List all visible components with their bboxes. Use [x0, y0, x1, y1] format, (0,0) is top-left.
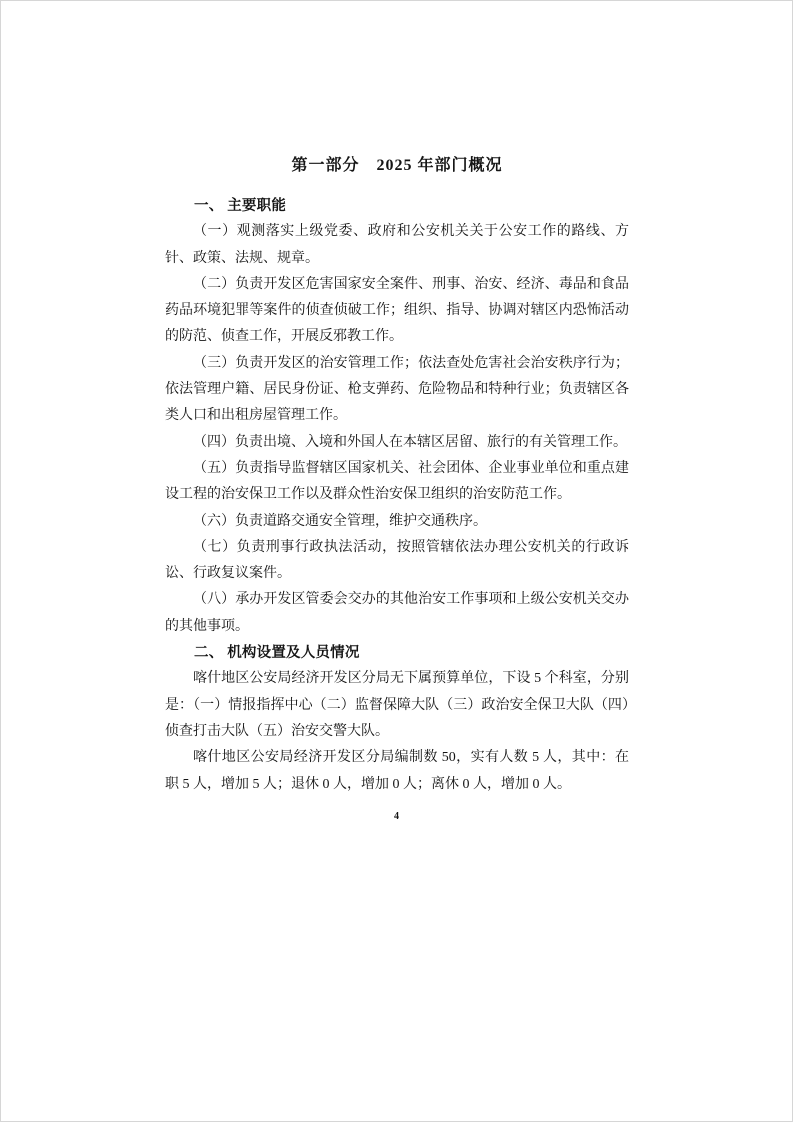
paragraph: （三）负责开发区的治安管理工作；依法查处危害社会治安秩序行为；依法管理户籍、居民身份证、枪支弹药、危险物品和特种行业；负责辖区各类人口和出租房屋管理工作。	[165, 355, 629, 424]
section-heading-organization-staffing: 二、 机构设置及人员情况	[194, 645, 360, 662]
paragraph: 喀什地区公安局经济开发区分局编制数 50，实有人数 5 人，其中：在职 5 人，增加 5 人；退休 0 人，增加 0 人；离休 0 人，增加 0 人。	[165, 750, 629, 792]
paragraph: （八）承办开发区管委会交办的其他治安工作事项和上级公安机关交办的其他事项。	[165, 592, 629, 634]
paragraph: 喀什地区公安局经济开发区分局无下属预算单位，下设 5 个科室，分别是：（一）情报指挥中心（二）监督保障大队（三）政治安全保卫大队（四）侦查打击大队（五）治安交警大队。	[165, 671, 629, 739]
paragraph: （二）负责开发区危害国家安全案件、刑事、治安、经济、毒品和食品药品环境犯罪等案件的侦查侦破工作；组织、指导、协调对辖区内恐怖活动的防范、侦查工作，开展反邪教工作。	[165, 276, 629, 345]
paragraph: （七）负责刑事行政执法活动，按照管辖依法办理公安机关的行政诉讼、行政复议案件。	[165, 539, 629, 582]
document-body	[165, 151, 629, 798]
paragraph: （六）负责道路交通安全管理，维护交通秩序。	[193, 513, 487, 529]
section-heading-main-duties: 一、 主要职能	[194, 198, 287, 214]
paragraph: （四）负责出境、入境和外国人在本辖区居留、旅行的有关管理工作。	[193, 434, 627, 450]
paragraph: （五）负责指导监督辖区国家机关、社会团体、企业事业单位和重点建设工程的治安保卫工作以及群众性治安保卫组织的治安防范工作。	[165, 460, 629, 503]
paragraph: （一）观测落实上级党委、政府和公安机关关于公安工作的路线、方针、政策、法规、规章。	[165, 224, 629, 266]
page-title: 第一部分 2025 年部门概况	[291, 157, 503, 174]
page-number: 4	[394, 811, 399, 822]
